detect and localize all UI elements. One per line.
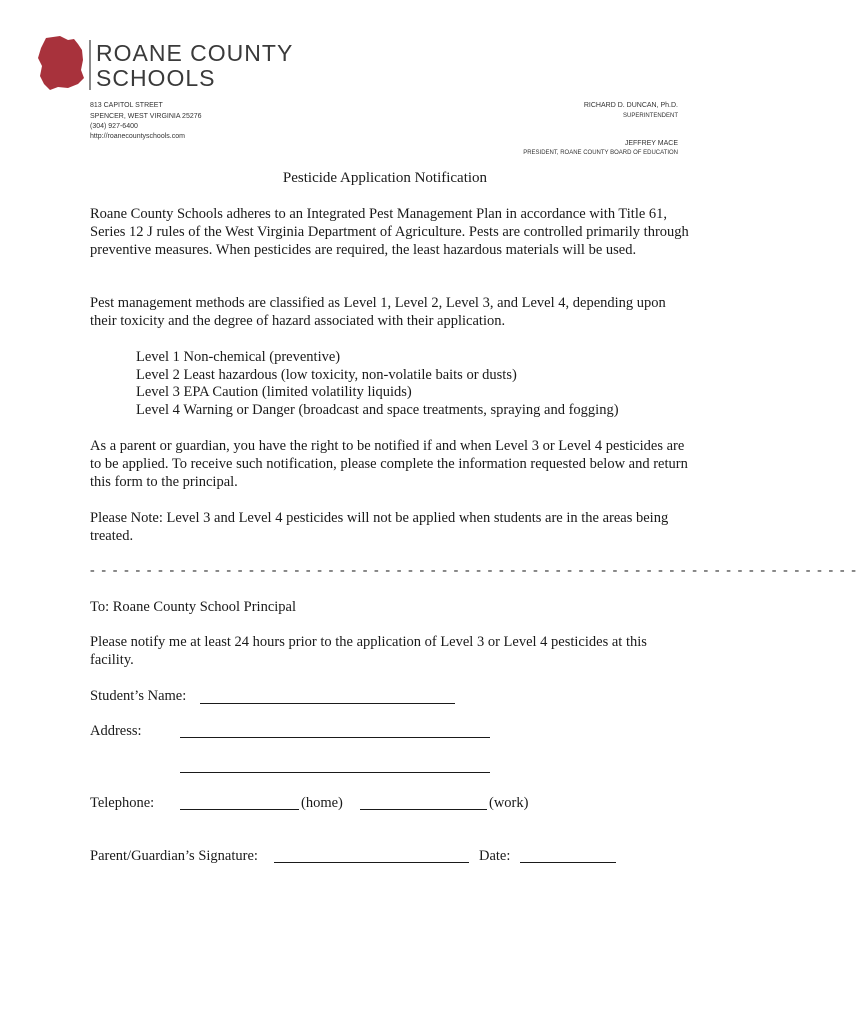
date-label: Date: [479, 848, 511, 864]
address-field-line1[interactable] [180, 721, 490, 738]
address-website: http://roanecountyschools.com [90, 133, 185, 140]
paragraph-parent-rights: As a parent or guardian, you have the right to be notified if and when Level 3 or Level 4 pesticides are to be applied. To receive such notification, please complete the information requested below and return this form to the principal. [90, 438, 688, 490]
level-item: Level 1 Non-chemical (preventive) [136, 349, 341, 365]
home-phone-label: (home) [301, 795, 343, 811]
address-city: SPENCER, WEST VIRGINIA 25276 [90, 113, 202, 120]
form-recipient: To: Roane County School Principal [90, 599, 296, 615]
level-item: Level 3 EPA Caution (limited volatility liquids) [136, 384, 412, 400]
signature-label: Parent/Guardian’s Signature: [90, 848, 258, 864]
student-name-label: Student’s Name: [90, 688, 187, 704]
student-name-field[interactable] [200, 687, 455, 704]
level-item: Level 2 Least hazardous (low toxicity, non-volatile baits or dusts) [136, 367, 517, 383]
signature-field[interactable] [274, 846, 469, 863]
logo-divider [89, 40, 91, 90]
superintendent-name: RICHARD D. DUNCAN, Ph.D. [583, 102, 678, 109]
paragraph-ipm-plan: Roane County Schools adheres to an Integrated Pest Management Plan in accordance with Title 61, Series 12 J rules of the West Virginia Department of Agriculture. Pests are controlled primarily through preventive measures. When pesticides are required, the least hazardous materials will be used. [90, 206, 689, 258]
org-name-line2: SCHOOLS [96, 65, 216, 91]
level-item: Level 4 Warning or Danger (broadcast and space treatments, spraying and fogging) [136, 402, 619, 418]
date-field[interactable] [520, 846, 616, 863]
form-request-text: Please notify me at least 24 hours prior to the application of Level 3 or Level 4 pesticides at this facility. [90, 634, 647, 668]
superintendent-title: SUPERINTENDENT [622, 113, 678, 119]
cut-line-divider: - - - - - - - - - - - - - - - - - - - - - - - - - - - - - - - - - - - - - - - - - - - - - - - - - - - - - - - - - - - - - - - - - - - - [90, 563, 858, 578]
address-phone: (304) 927-6400 [90, 123, 138, 130]
paragraph-please-note: Please Note: Level 3 and Level 4 pesticides will not be applied when students are in the areas being treated. [90, 510, 669, 544]
paragraph-levels-intro: Pest management methods are classified as Level 1, Level 2, Level 3, and Level 4, depending upon their toxicity and the degree of hazard associated with their application. [90, 295, 666, 329]
address-street: 813 CAPITOL STREET [90, 102, 163, 109]
address-field-line2[interactable] [180, 756, 490, 773]
county-map-logo-icon [38, 36, 84, 90]
board-president-title: PRESIDENT, ROANE COUNTY BOARD OF EDUCATION [523, 150, 678, 156]
board-president-name: JEFFREY MACE [624, 140, 678, 147]
telephone-label: Telephone: [90, 795, 155, 811]
home-phone-field[interactable] [180, 793, 299, 810]
address-label: Address: [90, 723, 142, 739]
work-phone-field[interactable] [360, 793, 487, 810]
document-title: Pesticide Application Notification [282, 170, 488, 186]
work-phone-label: (work) [489, 795, 529, 811]
org-name-line1: ROANE COUNTY [96, 40, 294, 66]
